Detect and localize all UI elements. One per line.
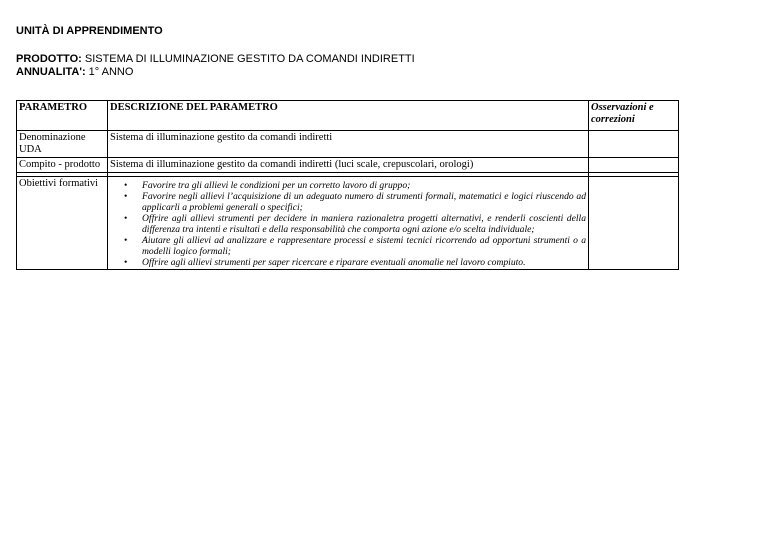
document-meta [16, 53, 415, 79]
bullet-icon: • [124, 213, 128, 224]
objectives-list [110, 180, 586, 268]
product-label: PRODOTTO: [16, 53, 82, 65]
product-value: SISTEMA DI ILLUMINAZIONE GESTITO DA COMANDI INDIRETTI [81, 53, 415, 65]
uda-table [16, 100, 679, 270]
objectives-observations-cell [589, 177, 679, 270]
header-parameter: PARAMETRO [17, 101, 108, 131]
objectives-parameter-cell: Obiettivi formativi [17, 177, 108, 270]
objective-text: Aiutare gli allievi ad analizzare e rappresentare processi e sistemi tecnici ricorrendo ad opportuni strumenti o a modelli logico formali; [142, 235, 586, 257]
row-parameter-cell: Compito - prodotto [17, 158, 108, 173]
objective-text: Favorire negli allievi l’acquisizione di un adeguato numero di strumenti formali, matematici e logici riuscendo ad applicarli a problemi generali o specifici; [142, 191, 586, 213]
product-line [16, 53, 415, 66]
row-description-cell: Sistema di illuminazione gestito da comandi indiretti (luci scale, crepuscolari, orologi) [108, 158, 589, 173]
list-item [110, 191, 586, 213]
list-item [110, 257, 586, 268]
document-title: UNITÀ DI APPRENDIMENTO [16, 25, 163, 37]
table-row [17, 131, 679, 158]
list-item [110, 180, 586, 191]
header-observations: Osservazioni e correzioni [589, 101, 679, 131]
objectives-row [17, 177, 679, 270]
objective-text: Offrire agli allievi strumenti per saper ricercare e riparare eventuali anomalie nel lavoro compiuto. [142, 257, 526, 268]
table-row [17, 158, 679, 173]
list-item [110, 213, 586, 235]
year-value: 1° ANNO [85, 66, 134, 78]
header-description: DESCRIZIONE DEL PARAMETRO [108, 101, 589, 131]
year-label: ANNUALITA': [16, 66, 86, 78]
list-item [110, 235, 586, 257]
objective-text: Favorire tra gli allievi le condizioni per un corretto lavoro di gruppo; [142, 180, 411, 191]
row-observations-cell [589, 131, 679, 158]
objectives-description-cell [108, 177, 589, 270]
bullet-icon: • [124, 257, 128, 268]
bullet-icon: • [124, 180, 128, 191]
table-header-row [17, 101, 679, 131]
bullet-icon: • [124, 191, 128, 202]
bullet-icon: • [124, 235, 128, 246]
row-description-cell: Sistema di illuminazione gestito da comandi indiretti [108, 131, 589, 158]
year-line [16, 66, 415, 79]
row-parameter-cell: Denominazione UDA [17, 131, 108, 158]
objective-text: Offrire agli allievi strumenti per decidere in maniera razionaletra progetti alternativi, e renderli coscienti della differenza tra intenti e risultati e della responsabilità che comporta ogni azione e/o scelta individuale; [142, 213, 586, 235]
row-observations-cell [589, 158, 679, 173]
